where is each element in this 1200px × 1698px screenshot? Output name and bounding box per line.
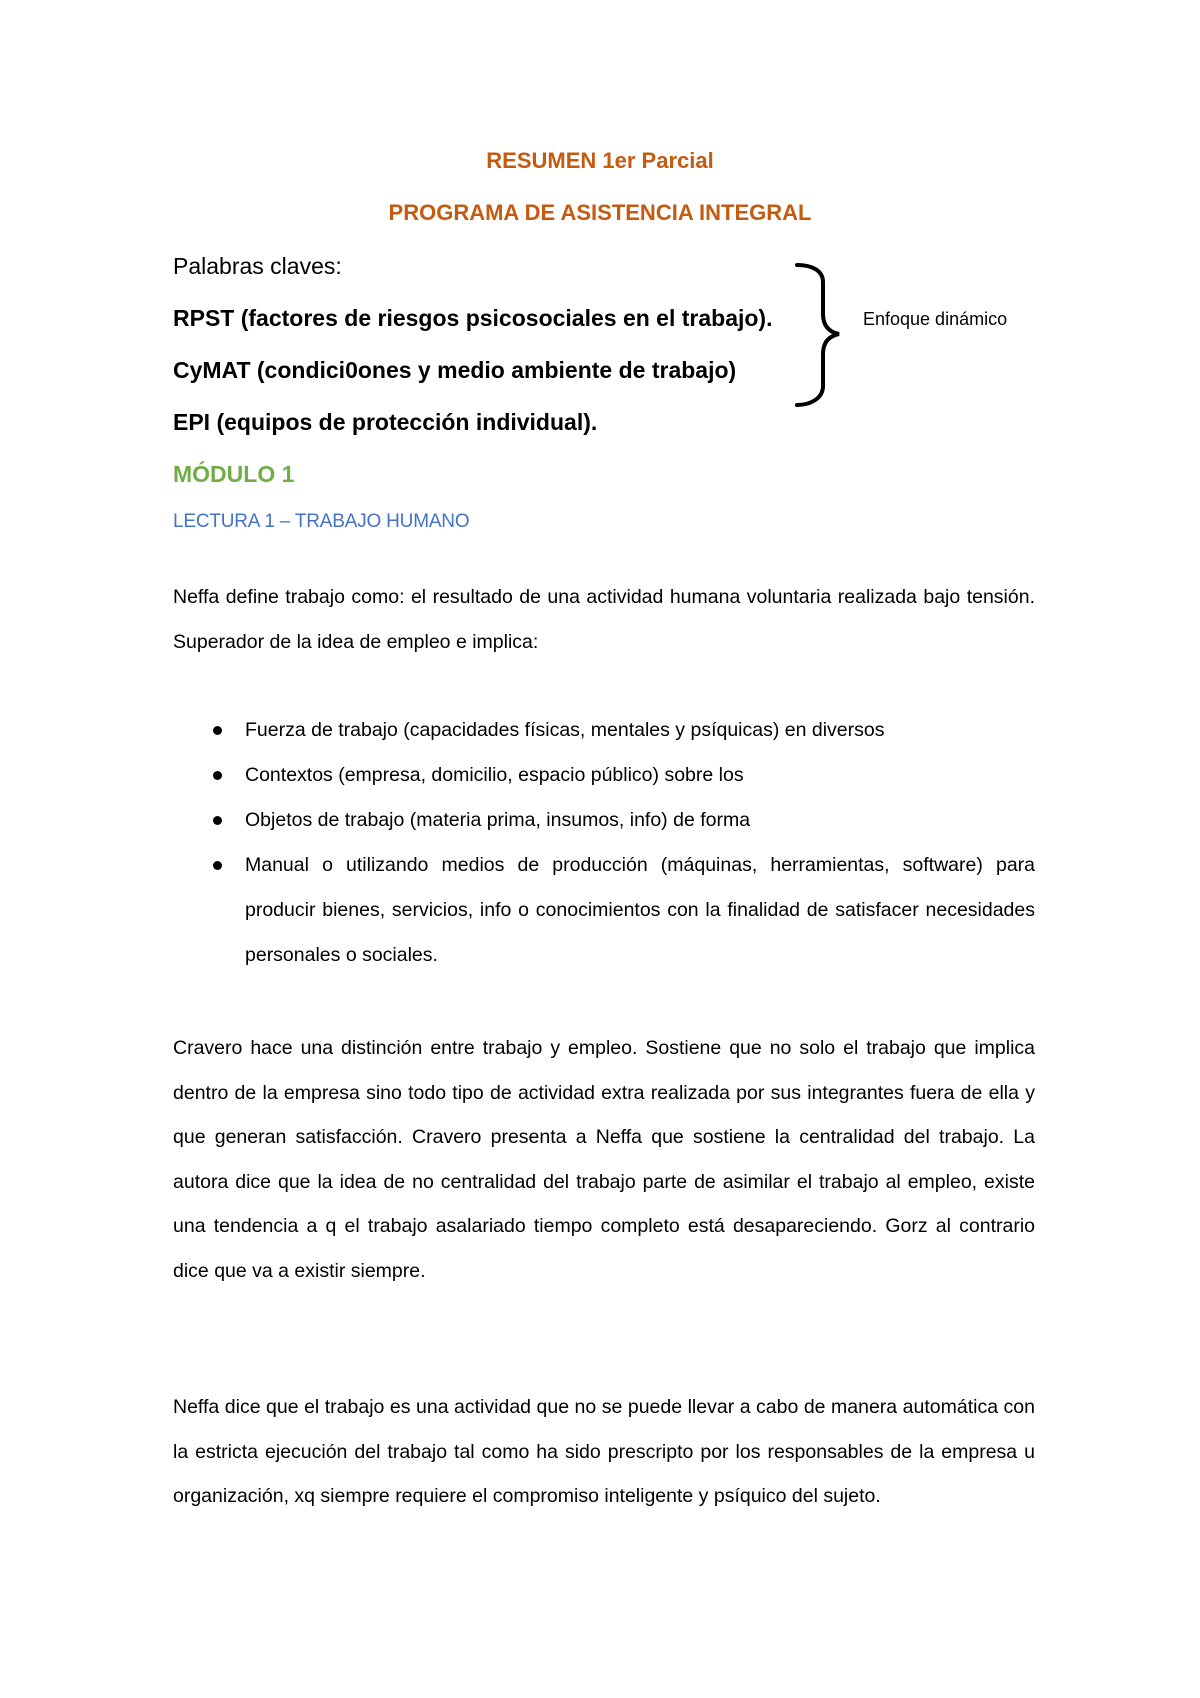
- module-heading: MÓDULO 1: [173, 461, 295, 487]
- keyword-rpst: RPST (factores de riesgos psicosociales en el trabajo).: [173, 305, 773, 331]
- keywords-label: Palabras claves:: [173, 253, 342, 279]
- paragraph-cravero: Cravero hace una distinción entre trabajo y empleo. Sostiene que no solo el trabajo que implica dentro de la empresa sino todo tipo de actividad extra realizada por sus integrantes fuera de ella y que generan satisfacción. Cravero presenta a Neffa que sostiene la centralidad del trabajo. La autora dice que la idea de no centralidad del trabajo parte de asimilar el trabajo al empleo, existe una tendencia a q el trabajo asalariado tiempo completo está desapareciendo. Gorz al contrario dice que va a existir siempre.: [173, 1037, 1035, 1282]
- bullet-icon: [213, 816, 222, 825]
- paragraph-neffa-definition: Neffa define trabajo como: el resultado de una actividad humana voluntaria realizada bajo tensión. Superador de la idea de empleo e implica:: [173, 586, 1035, 653]
- document-subtitle: PROGRAMA DE ASISTENCIA INTEGRAL: [388, 200, 812, 225]
- curly-brace-icon: [795, 262, 855, 408]
- bullet-icon: [213, 726, 222, 735]
- keyword-cymat: CyMAT (condici0ones y medio ambiente de trabajo): [173, 357, 737, 383]
- bullet-icon: [213, 861, 222, 870]
- list-item: [173, 843, 1035, 978]
- paragraph-neffa-activity: Neffa dice que el trabajo es una actividad que no se puede llevar a cabo de manera automática con la estricta ejecución del trabajo tal como ha sido prescripto por los responsables de la empresa u organización, xq siempre requiere el compromiso inteligente y psíquico del sujeto.: [173, 1396, 1035, 1507]
- bullet-icon: [213, 771, 222, 780]
- list-item: [173, 753, 1035, 798]
- list-item-text: Objetos de trabajo (materia prima, insumos, info) de forma: [245, 809, 751, 831]
- keyword-epi: EPI (equipos de protección individual).: [173, 409, 598, 435]
- list-item-text: Contextos (empresa, domicilio, espacio público) sobre los: [245, 764, 744, 786]
- list-item-text: Fuerza de trabajo (capacidades físicas, mentales y psíquicas) en diversos: [245, 719, 885, 741]
- brace-label: Enfoque dinámico: [863, 309, 1008, 329]
- list-item: [173, 798, 1035, 843]
- lecture-heading: LECTURA 1 – TRABAJO HUMANO: [173, 511, 470, 532]
- bullet-list: [173, 708, 1035, 978]
- list-item: [173, 708, 1035, 753]
- document-title: RESUMEN 1er Parcial: [486, 148, 714, 173]
- list-item-text: Manual o utilizando medios de producción (máquinas, herramientas, software) para producir bienes, servicios, info o conocimientos con la finalidad de satisfacer necesidades personales o sociales.: [245, 854, 1035, 966]
